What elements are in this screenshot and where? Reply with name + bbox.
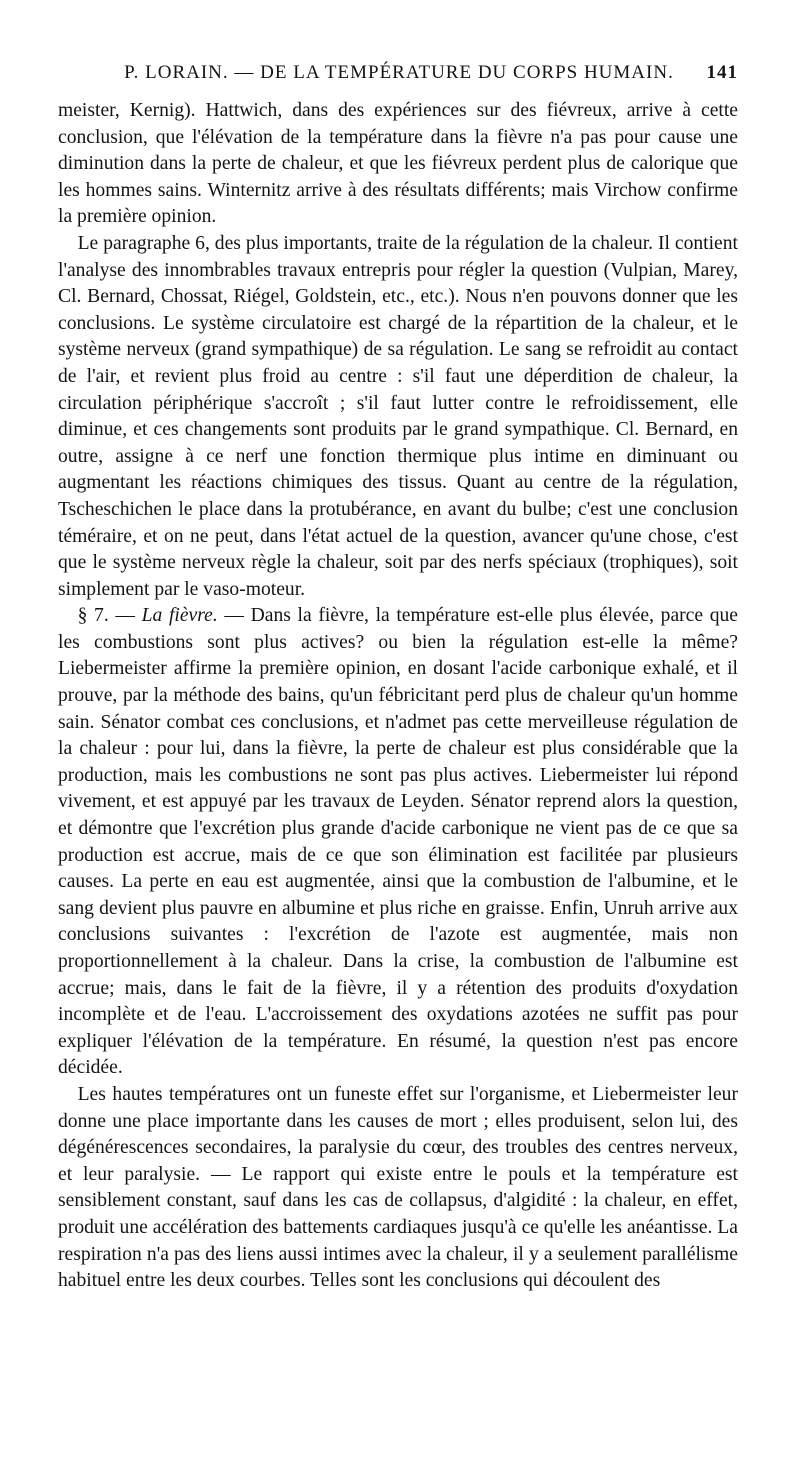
paragraph-continuation: meister, Kernig). Hattwich, dans des expériences sur des fiévreux, arrive à cette conclusion, que l'élévation de la température dans la fièvre n'a pas pour cause une diminution dans la perte de chaleur, et que les fiévreux perdent plus de calorique que les hommes sains. Winternitz arrive à des résultats différents; mais Virchow confirme la première opinion. <box>58 100 738 228</box>
paragraph-fever-text: — Dans la fièvre, la température est-elle plus élevée, parce que les combustions sont plus actives? ou bien la régulation est-elle la même? Liebermeister affirme la première opinion, en dosant l'acide carbonique exhalé, et il prouve, par la méthode des bains, qu'un fébricitant perd plus de chaleur qu'un homme sain. Sénator combat ces conclusions, et n'admet pas cette merveilleuse régulation de la chaleur : pour lui, dans la fièvre, la perte de chaleur est plus considérable que la production, mais les combustions ne sont pas plus actives. Liebermeister lui répond vivement, et est appuyé par les travaux de Leyden. Sénator reprend alors la question, et démontre que l'excrétion plus grande d'acide carbonique ne vient pas de ce que sa production est accrue, mais de ce que son élimination est facilitée par plusieurs causes. La perte en eau est augmentée, ainsi que la combustion de l'albumine, et le sang devient plus pauvre en albumine et plus riche en graisse. Enfin, Unruh arrive aux conclusions suivantes : l'excrétion de l'azote est augmentée, mais non proportionnellement à la chaleur. Dans la crise, la combustion de l'albumine est accrue; mais, dans le fait de la fièvre, il y a rétention des produits d'oxydation incomplète et de l'eau. L'accroissement des oxydations azotées ne suffit pas pour expliquer l'élévation de la température. En résumé, la question n'est pas encore décidée. <box>58 605 739 1079</box>
running-title: P. LORAIN. — DE LA TEMPÉRATURE DU CORPS HUMAIN. <box>124 62 674 83</box>
running-header <box>110 62 738 96</box>
page-number: 141 <box>706 62 738 83</box>
page-body <box>58 98 738 1295</box>
paragraph-fever <box>58 603 738 1082</box>
paragraph-regulation: Le paragraphe 6, des plus importants, traite de la régulation de la chaleur. Il contient l'analyse des innombrables travaux entrepris pour régler la question (Vulpian, Marey, Cl. Bernard, Chossat, Riégel, Goldstein, etc., etc.). Nous n'en pouvons donner que les conclusions. Le système circulatoire est chargé de la répartition de la chaleur, et le système nerveux (grand sympathique) de sa régulation. Le sang se refroidit au contact de l'air, et revient plus froid au centre : s'il faut une déperdition de chaleur, la circulation périphérique s'accroît ; s'il faut lutter contre le refroidissement, elle diminue, et ces changements sont produits par le grand sympathique. Cl. Bernard, en outre, assigne à ce nerf une fonction thermique plus intime en diminuant ou augmentant les réactions chimiques des tissus. Quant au centre de la régulation, Tscheschichen le place dans la protubérance, en avant du bulbe; c'est une conclusion téméraire, et on ne peut, dans l'état actuel de la question, avancer qu'une chose, c'est que le système nerveux règle la chaleur, soit par des nerfs spéciaux (trophiques), soit simplement par le vaso-moteur. <box>58 232 738 600</box>
section-title: La fièvre. <box>141 605 218 627</box>
section-number: § 7. — <box>77 605 142 627</box>
paragraph-high-temperatures: Les hautes températures ont un funeste effet sur l'organisme, et Liebermeister leur donne une place importante dans les causes de mort ; elles produisent, selon lui, des dégénérescences secondaires, la paralysie du cœur, des troubles des centres nerveux, et leur paralysie. — Le rapport qui existe entre le pouls et la température est sensiblement constant, sauf dans les cas de collapsus, d'algidité : la chaleur, en effet, produit une accélération des battements cardiaques jusqu'à ce qu'elle les anéantisse. La respiration n'a pas des liens aussi intimes avec la chaleur, il y a seulement parallélisme habituel entre les deux courbes. Telles sont les conclusions qui découlent des <box>58 1083 738 1292</box>
